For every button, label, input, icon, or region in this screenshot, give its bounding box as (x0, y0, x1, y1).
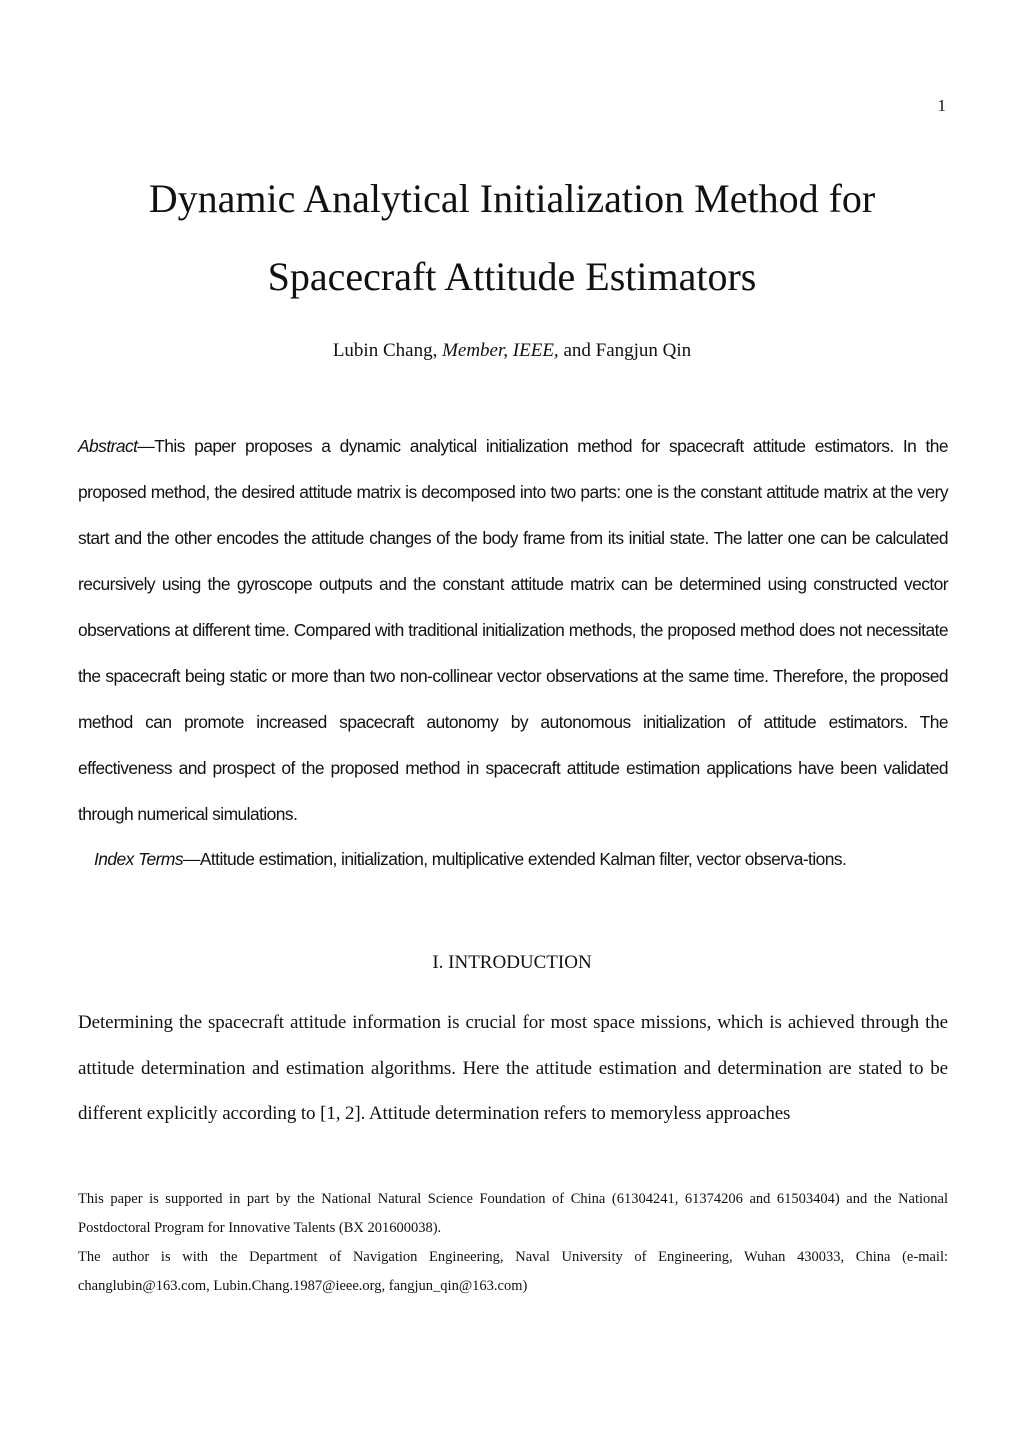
index-terms-label: Index Terms (94, 849, 183, 869)
author-1-name: Lubin Chang, (332, 340, 438, 361)
index-terms (78, 836, 948, 882)
paper-title-line-1: Dynamic Analytical Initialization Method for (148, 176, 876, 221)
introduction-paragraph: Determining the spacecraft attitude information is crucial for most space missions, which is achieved through the attitude determination and estimation algorithms. Here the attitude estimation and determination are stated to be different explicitly according to [1, 2]. Attitude determination refers to memoryless approaches (78, 1012, 948, 1124)
author-1-affiliation: Member, IEEE, (442, 340, 559, 361)
paper-title (0, 160, 1024, 316)
abstract-label: Abstract (78, 436, 138, 456)
page-number: 1 (937, 96, 946, 115)
author-2-name: Fangjun Qin (595, 340, 692, 361)
section-heading-introduction: I. INTRODUCTION (432, 952, 592, 973)
abstract-text: This paper proposes a dynamic analytical initialization method for spacecraft attitude estimators. In the proposed method, the desired attitude matrix is decomposed into two parts: one is the constant attitude matrix at the very start and the other encodes the attitude changes of the body frame from its initial state. The latter one can be calculated recursively using the gyroscope outputs and the constant attitude matrix can be determined using constructed vector observations at different time. Compared with traditional initialization methods, the proposed method does not necessitate the spacecraft being static or more than two non-collinear vector observations at the same time. Therefore, the proposed method can promote increased spacecraft autonomy by autonomous initialization of attitude estimators. The effectiveness and prospect of the proposed method in spacecraft attitude estimation applications have been validated through numerical simulations. (78, 436, 948, 824)
footnote-affiliation: The author is with the Department of Navigation Engineering, Naval University of Engineering, Wuhan 430033, China (e-mail: changlubin@163.com, Lubin.Chang.1987@ieee.org, fangjun_qin@163.com) (78, 1249, 948, 1294)
author-line (0, 340, 1024, 362)
index-terms-dash: — (183, 849, 200, 869)
index-terms-text: Attitude estimation, initialization, multiplicative extended Kalman filter, vector observa-tions. (199, 849, 847, 869)
abstract-dash: — (137, 436, 155, 456)
author-connector: and (563, 340, 591, 361)
footnote-funding: This paper is supported in part by the National Natural Science Foundation of China (61304241, 61374206 and 61503404) and the National Postdoctoral Program for Innovative Talents (BX 201600038). (78, 1191, 948, 1236)
abstract (78, 423, 948, 837)
paper-title-line-2: Spacecraft Attitude Estimators (267, 254, 757, 299)
footnotes (78, 1185, 948, 1301)
